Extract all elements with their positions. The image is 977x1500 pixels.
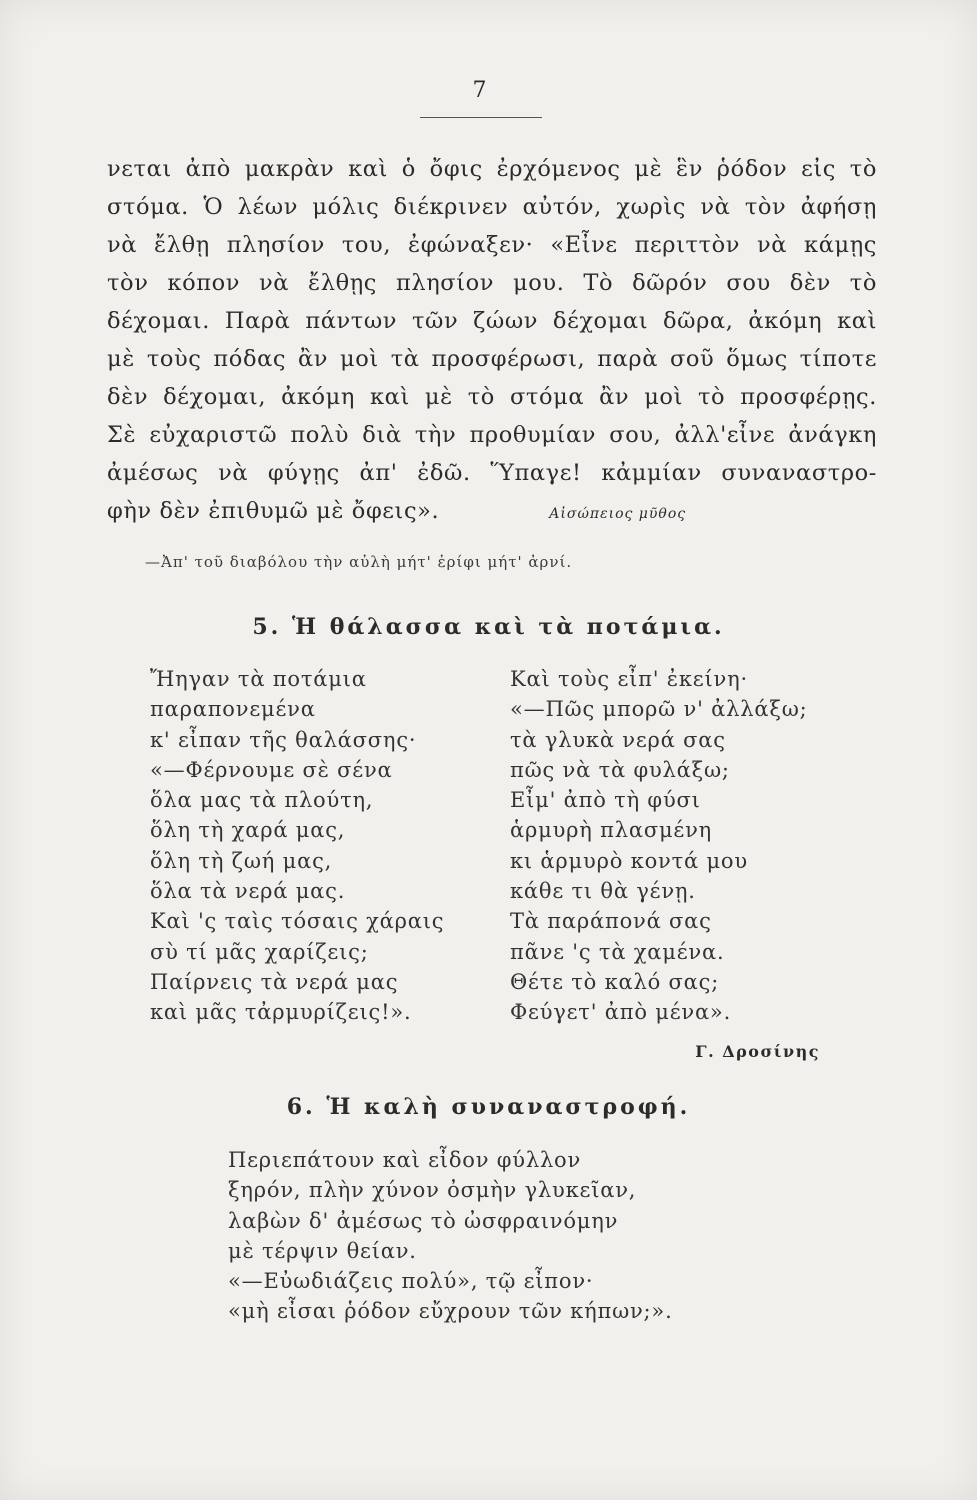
verse-line: ὅλη τὴ χαρά μας, — [150, 818, 346, 843]
fable-line: Σὲ εὐχαριστῶ πολὺ διὰ τὴν προθυμίαν σου, ἀλλ'εἶνε ἀνάγκη — [107, 422, 877, 448]
verse-line: Καὶ 'ς ταὶς τόσαις χάραις — [150, 909, 445, 934]
poem-5-right-column — [510, 664, 850, 1028]
fable-line: στόμα. Ὁ λέων μόλις διέκρινεν αὐτόν, χωρὶς νὰ τὸν ἀφήσῃ — [107, 194, 877, 220]
verse-line: Ἤηγαν τὰ ποτάμια — [150, 667, 367, 691]
verse-line: ἁρμυρὴ πλασμένη — [510, 818, 713, 843]
verse-line: «—Πῶς μπορῶ ν' ἀλλάξω; — [510, 697, 808, 722]
fable-source: Αἰσώπειος μῦθος — [549, 506, 687, 522]
proverb: —Ἀπ' τοῦ διαβόλου τὴν αὐλὴ μήτ' ἐρίφι μήτ' ἀρνί. — [145, 553, 573, 571]
verse-line: παραπονεμένα — [150, 697, 316, 722]
verse-line: «—Εὐωδιάζεις πολύ», τῷ εἶπον· — [228, 1269, 594, 1294]
verse-line: λαβὼν δ' ἀμέσως τὸ ὠσφραινόμην — [228, 1208, 619, 1233]
fable-text — [107, 150, 877, 530]
section-6-title: 6. Ἡ καλὴ συναναστροφή. — [286, 1094, 691, 1120]
verse-line: σὺ τί μᾶς χαρίζεις; — [150, 939, 369, 964]
verse-line: ξηρόν, πλὴν χύνον ὀσμὴν γλυκεῖαν, — [228, 1178, 637, 1203]
verse-line: μὲ τέρψιν θείαν. — [228, 1238, 417, 1263]
fable-line: δὲν δέχομαι, ἀκόμη καὶ μὲ τὸ στόμα ἂν μοὶ τὸ προσφέρῃς. — [107, 384, 877, 410]
verse-line: ὅλη τὴ ζωή μας, — [150, 848, 333, 873]
poem-6 — [228, 1145, 848, 1327]
verse-line: τὰ γλυκὰ νερά σας — [510, 727, 726, 752]
fable-line: νεται ἀπὸ μακρὰν καὶ ὁ ὄφις ἐρχόμενος μὲ ἓν ῥόδον εἰς τὸ — [107, 156, 877, 182]
verse-line: ὅλα μας τὰ πλούτη, — [150, 788, 374, 813]
fable-last-line — [107, 492, 877, 530]
fable-line: δέχομαι. Παρὰ πάντων τῶν ζώων δέχομαι δῶρα, ἀκόμη καὶ — [107, 308, 877, 334]
fable-line: τὸν κόπον νὰ ἔλθῃς πλησίον μου. Τὸ δῶρόν σου δὲν τὸ — [107, 270, 877, 296]
verse-line: «—Φέρνουμε σὲ σένα — [150, 757, 393, 782]
verse-line: κ' εἶπαν τῆς θαλάσσης· — [150, 727, 417, 752]
verse-line: Φεύγετ' ἀπὸ μένα». — [510, 1000, 732, 1025]
verse-line: πᾶνε 'ς τὰ χαμένα. — [510, 939, 725, 964]
page-number: 7 — [472, 78, 488, 103]
verse-line: κάθε τι θὰ γένῃ. — [510, 879, 696, 904]
fable-line: μὲ τοὺς πόδας ἂν μοὶ τὰ προσφέρωσι, παρὰ σοῦ ὅμως τίποτε — [107, 346, 877, 372]
verse-line: Τὰ παράπονά σας — [510, 909, 712, 934]
fable-line: νὰ ἔλθῃ πλησίον του, ἐφώναξεν· «Εἶνε περιττὸν νὰ κάμῃς — [107, 232, 877, 258]
verse-line: Περιεπάτουν καὶ εἶδον φύλλον — [228, 1148, 582, 1172]
verse-line: Θέτε τὸ καλό σας; — [510, 969, 720, 994]
verse-line: «μὴ εἶσαι ῥόδον εὔχρουν τῶν κήπων;». — [228, 1299, 673, 1324]
verse-line: Καὶ τοὺς εἶπ' ἐκείνη· — [510, 667, 748, 691]
poem-author: Γ. Δροσίνης — [695, 1042, 820, 1061]
verse-line: πῶς νὰ τὰ φυλάξω; — [510, 757, 730, 782]
poem-5-left-column — [150, 664, 510, 1028]
header-rule — [420, 117, 542, 118]
fable-line: φὴν δὲν ἐπιθυμῶ μὲ ὄφεις». — [107, 498, 440, 524]
verse-line: ὅλα τὰ νερά μας. — [150, 879, 346, 904]
verse-line: Παίρνεις τὰ νερά μας — [150, 969, 399, 994]
verse-line: Εἶμ' ἀπὸ τὴ φύσι — [510, 788, 701, 813]
verse-line: καὶ μᾶς τἀρμυρίζεις!». — [150, 1000, 412, 1025]
section-5-title: 5. Ἡ θάλασσα καὶ τὰ ποτάμια. — [252, 614, 725, 640]
fable-line: ἀμέσως νὰ φύγῃς ἀπ' ἐδῶ. Ὕπαγε! κἀμμίαν συναναστρο- — [107, 460, 877, 486]
verse-line: κι ἁρμυρὸ κοντά μου — [510, 848, 748, 873]
